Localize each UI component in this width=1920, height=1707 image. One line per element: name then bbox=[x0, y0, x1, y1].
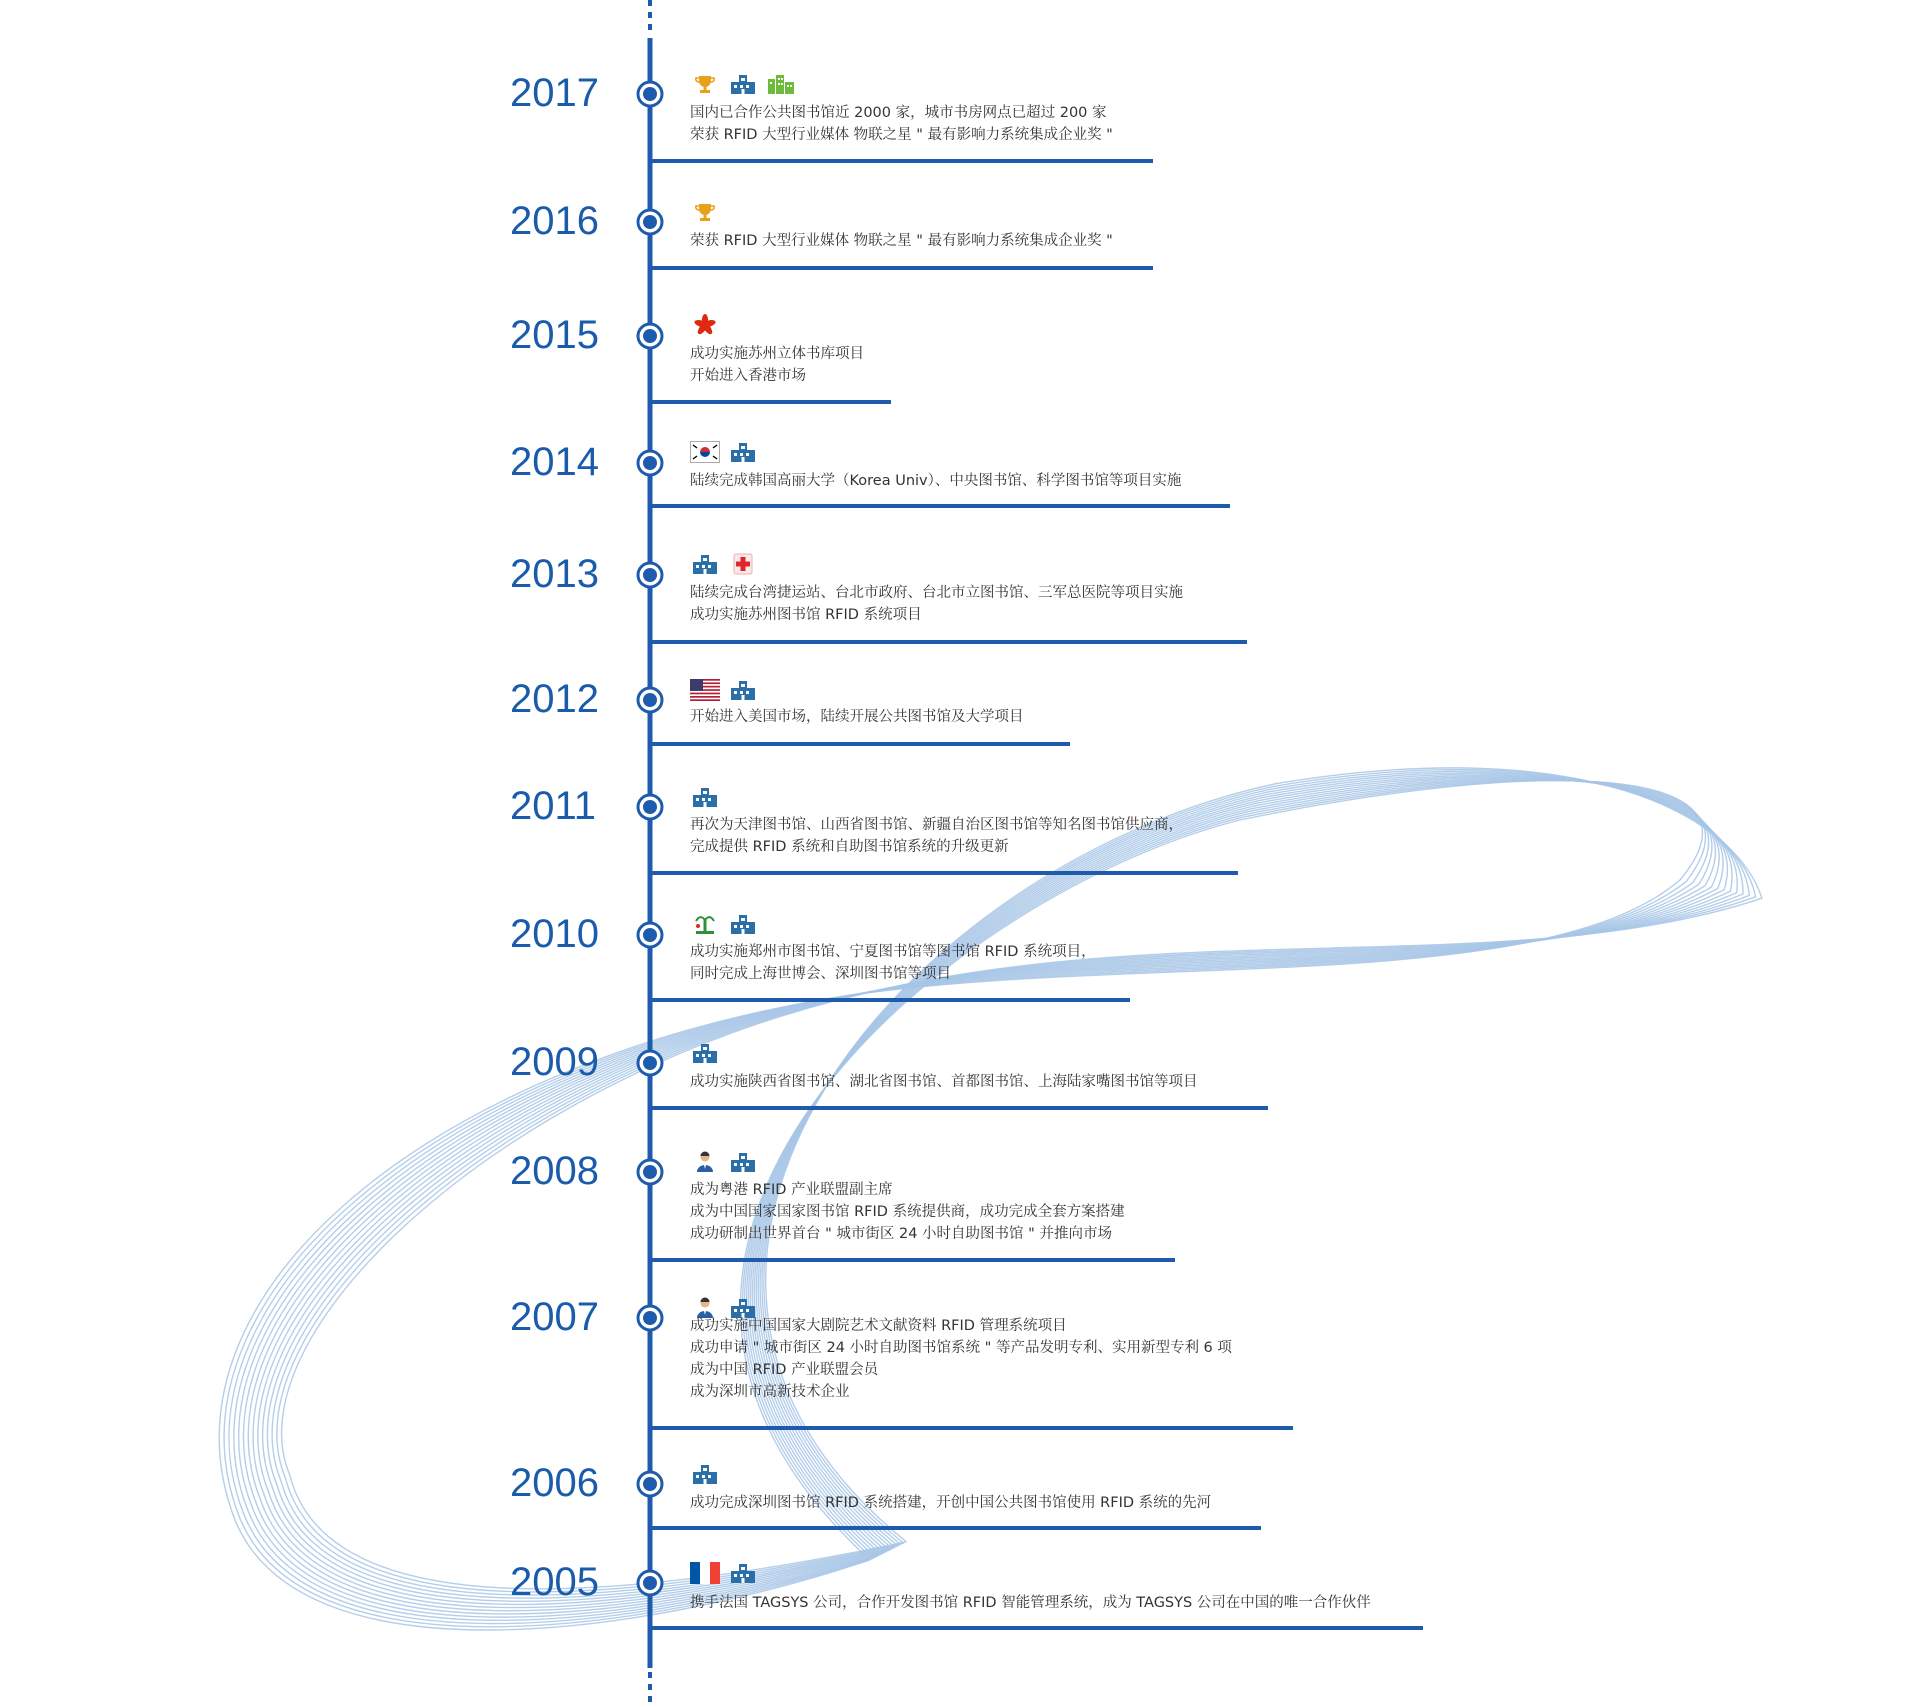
timeline-description bbox=[690, 941, 1096, 985]
timeline-year: 2007 bbox=[510, 1295, 599, 1339]
timeline-icons bbox=[690, 200, 720, 224]
timeline-dot bbox=[643, 693, 657, 707]
timeline-underline bbox=[650, 266, 1153, 270]
timeline-underline bbox=[650, 159, 1153, 163]
timeline-year: 2008 bbox=[510, 1149, 599, 1193]
timeline-underline bbox=[650, 742, 1070, 746]
timeline-icons bbox=[690, 552, 758, 576]
timeline-year: 2012 bbox=[510, 677, 599, 721]
building-icon bbox=[728, 441, 758, 463]
timeline-dot bbox=[643, 1056, 657, 1070]
timeline-description bbox=[690, 230, 1113, 252]
building-icon bbox=[690, 553, 720, 575]
timeline-year: 2013 bbox=[510, 552, 599, 596]
timeline-icons bbox=[690, 1561, 758, 1585]
timeline-icons bbox=[690, 440, 758, 464]
building-icon bbox=[728, 1562, 758, 1584]
timeline-year: 2006 bbox=[510, 1461, 599, 1505]
timeline-dot bbox=[643, 1576, 657, 1590]
building-icon bbox=[690, 1463, 720, 1485]
timeline-description bbox=[690, 1071, 1198, 1093]
timeline-description-line: 同时完成上海世博会、深圳图书馆等项目 bbox=[690, 966, 951, 982]
timeline-description-line: 成功实施苏州图书馆 RFID 系统项目 bbox=[690, 607, 922, 623]
timeline-underline bbox=[650, 1106, 1268, 1110]
expo-icon bbox=[690, 913, 720, 935]
timeline-description bbox=[690, 814, 1183, 858]
timeline-dot bbox=[643, 456, 657, 470]
timeline-dot bbox=[643, 87, 657, 101]
timeline-description-line: 成功申请 " 城市街区 24 小时自助图书馆系统 " 等产品发明专利、实用新型专利 6 项 bbox=[690, 1340, 1232, 1356]
timeline-underline bbox=[650, 504, 1230, 508]
korea-flag-icon bbox=[690, 441, 720, 463]
timeline-icons bbox=[690, 72, 796, 96]
timeline-description-line: 成功实施苏州立体书库项目 bbox=[690, 346, 864, 362]
timeline-dot bbox=[643, 1311, 657, 1325]
timeline-description bbox=[690, 582, 1183, 626]
city-icon bbox=[766, 73, 796, 95]
timeline-underline bbox=[650, 1426, 1293, 1430]
timeline-year: 2005 bbox=[510, 1560, 599, 1604]
timeline-icons bbox=[690, 1462, 720, 1486]
timeline-dot bbox=[643, 1477, 657, 1491]
timeline-description-line: 国内已合作公共图书馆近 2000 家，城市书房网点已超过 200 家 bbox=[690, 105, 1107, 121]
timeline-description bbox=[690, 1315, 1232, 1403]
trophy-icon bbox=[690, 201, 720, 223]
timeline-description-line: 开始进入美国市场，陆续开展公共图书馆及大学项目 bbox=[690, 709, 1024, 725]
timeline-icons bbox=[690, 912, 758, 936]
timeline-dot bbox=[643, 329, 657, 343]
timeline-underline bbox=[650, 400, 891, 404]
timeline-description bbox=[690, 343, 864, 387]
timeline-description-line: 成功实施陕西省图书馆、湖北省图书馆、首都图书馆、上海陆家嘴图书馆等项目 bbox=[690, 1074, 1198, 1090]
timeline-description-line: 成功完成深圳图书馆 RFID 系统搭建，开创中国公共图书馆使用 RFID 系统的先河 bbox=[690, 1495, 1212, 1511]
france-flag-icon bbox=[690, 1562, 720, 1584]
timeline-dot bbox=[643, 800, 657, 814]
timeline-dot bbox=[643, 215, 657, 229]
timeline-description-line: 成为中国 RFID 产业联盟会员 bbox=[690, 1362, 879, 1378]
timeline-icons bbox=[690, 785, 720, 809]
timeline-description-line: 成功实施中国国家大剧院艺术文献资料 RFID 管理系统项目 bbox=[690, 1318, 1067, 1334]
timeline-description-line: 再次为天津图书馆、山西省图书馆、新疆自治区图书馆等知名图书馆供应商， bbox=[690, 817, 1183, 833]
timeline-year: 2014 bbox=[510, 440, 599, 484]
timeline-underline bbox=[650, 640, 1247, 644]
timeline-year: 2016 bbox=[510, 199, 599, 243]
timeline-underline bbox=[650, 1626, 1423, 1630]
timeline-description bbox=[690, 1492, 1211, 1514]
timeline-year: 2017 bbox=[510, 71, 599, 115]
building-icon bbox=[690, 786, 720, 808]
timeline-description-line: 陆续完成韩国高丽大学（Korea Univ）、中央图书馆、科学图书馆等项目实施 bbox=[690, 473, 1182, 489]
red-cross-icon bbox=[728, 553, 758, 575]
building-icon bbox=[728, 679, 758, 701]
building-icon bbox=[728, 1151, 758, 1173]
timeline-description bbox=[690, 1592, 1371, 1614]
building-icon bbox=[728, 913, 758, 935]
building-icon bbox=[690, 1042, 720, 1064]
timeline-description-line: 荣获 RFID 大型行业媒体 物联之星 " 最有影响力系统集成企业奖 " bbox=[690, 127, 1113, 143]
person-icon bbox=[690, 1151, 720, 1173]
timeline-description-line: 成为粤港 RFID 产业联盟副主席 bbox=[690, 1182, 893, 1198]
timeline-icons bbox=[690, 313, 720, 337]
timeline-description-line: 携手法国 TAGSYS 公司，合作开发图书馆 RFID 智能管理系统，成为 TAGSYS 公司在中国的唯一合作伙伴 bbox=[690, 1595, 1371, 1611]
timeline-dot bbox=[643, 928, 657, 942]
timeline-description bbox=[690, 470, 1181, 492]
timeline-description-line: 成功实施郑州市图书馆、宁夏图书馆等图书馆 RFID 系统项目， bbox=[690, 944, 1096, 960]
timeline-description-line: 荣获 RFID 大型行业媒体 物联之星 " 最有影响力系统集成企业奖 " bbox=[690, 233, 1113, 249]
timeline-description-line: 开始进入香港市场 bbox=[690, 368, 806, 384]
timeline-icons bbox=[690, 678, 758, 702]
timeline-description bbox=[690, 102, 1113, 146]
timeline-underline bbox=[650, 1258, 1175, 1262]
timeline-underline bbox=[650, 871, 1238, 875]
timeline-description-line: 成为中国国家国家图书馆 RFID 系统提供商，成功完成全套方案搭建 bbox=[690, 1204, 1125, 1220]
timeline-description-line: 完成提供 RFID 系统和自助图书馆系统的升级更新 bbox=[690, 839, 1009, 855]
trophy-icon bbox=[690, 73, 720, 95]
bauhinia-icon bbox=[690, 314, 720, 336]
timeline-description bbox=[690, 1179, 1125, 1245]
timeline-icons bbox=[690, 1041, 720, 1065]
timeline-year: 2015 bbox=[510, 313, 599, 357]
timeline-icons bbox=[690, 1150, 758, 1174]
timeline-dot bbox=[643, 1165, 657, 1179]
timeline-description-line: 成功研制出世界首台 " 城市街区 24 小时自助图书馆 " 并推向市场 bbox=[690, 1226, 1112, 1242]
timeline-year: 2009 bbox=[510, 1040, 599, 1084]
timeline-underline bbox=[650, 998, 1130, 1002]
usa-flag-icon bbox=[690, 679, 720, 701]
timeline-year: 2010 bbox=[510, 912, 599, 956]
timeline-dot bbox=[643, 568, 657, 582]
timeline-description bbox=[690, 706, 1024, 728]
timeline-description-line: 成为深圳市高新技术企业 bbox=[690, 1384, 850, 1400]
building-icon bbox=[728, 73, 758, 95]
timeline-description-line: 陆续完成台湾捷运站、台北市政府、台北市立图书馆、三军总医院等项目实施 bbox=[690, 585, 1183, 601]
timeline-underline bbox=[650, 1526, 1261, 1530]
timeline-year: 2011 bbox=[510, 784, 597, 828]
